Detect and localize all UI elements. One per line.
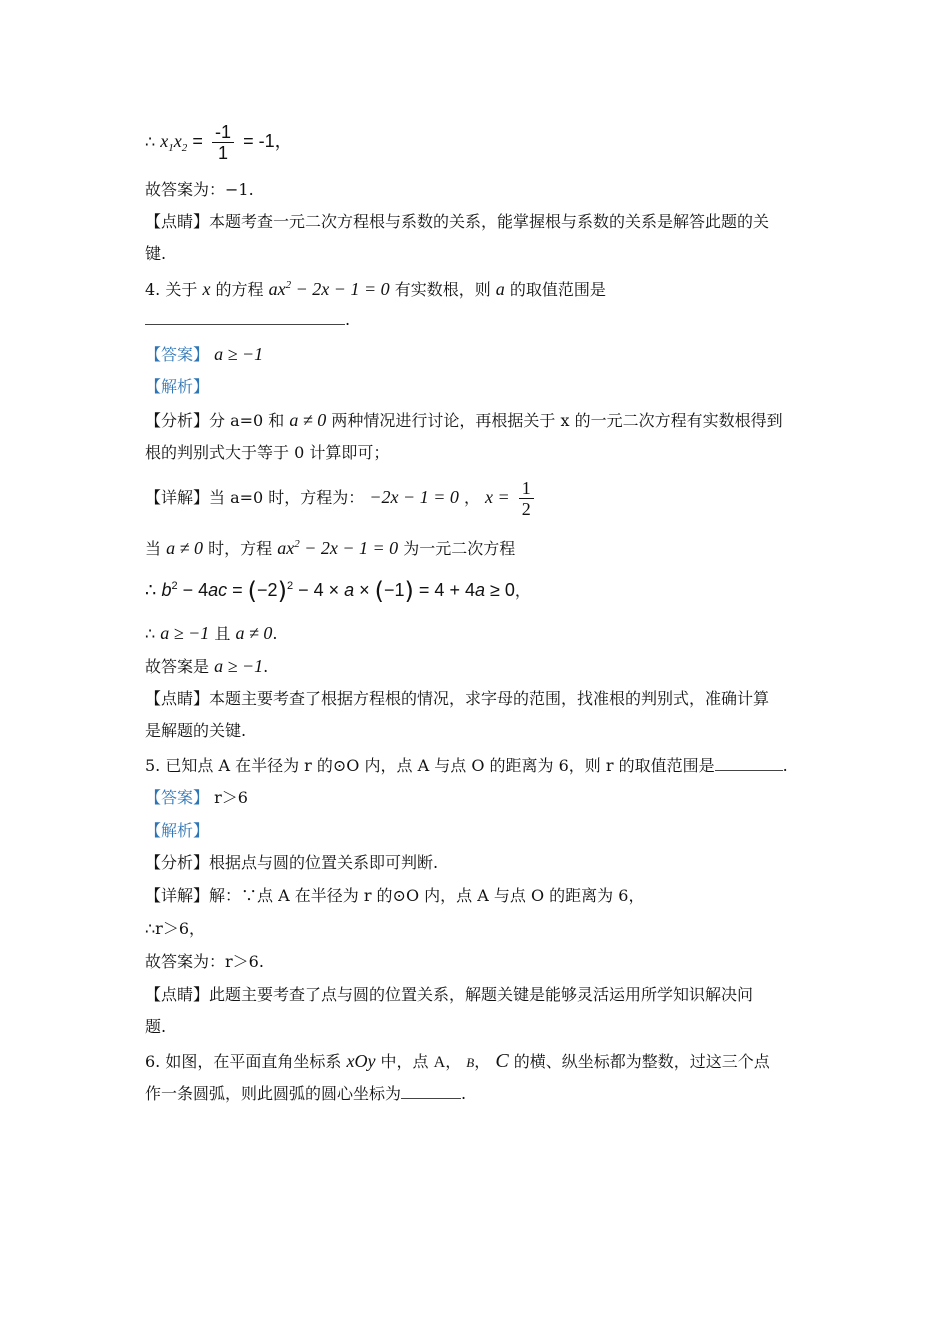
period: . <box>272 624 278 643</box>
period: . <box>782 756 788 775</box>
answer-blank <box>715 756 783 771</box>
line-product-of-roots <box>145 122 293 163</box>
question-4-text: 的方程 <box>215 280 264 299</box>
comma: ， <box>514 581 531 600</box>
comment-line-3b: 键. <box>145 244 167 263</box>
when-text: 当 <box>145 539 162 558</box>
conclusion-4-value: a ≥ −1 <box>214 656 264 676</box>
a-not-zero: a ≠ 0 <box>289 410 327 430</box>
analysis-4-line-1 <box>145 410 783 431</box>
x-equals: x = <box>485 487 510 507</box>
point-c: C <box>495 1050 509 1072</box>
half-numerator: 1 <box>519 478 534 499</box>
a-ge-minus-one: a ≥ −1 <box>160 623 210 643</box>
and-text: 且 <box>214 624 231 643</box>
question-6-line-2 <box>145 1084 466 1104</box>
equation-ax2-2x-1: $ax^2 - 2x - 1 = 0$ <box>268 279 390 299</box>
answer-blank <box>145 310 345 325</box>
conclusion-4 <box>145 656 268 677</box>
comment-line-3a: 【点睛】本题考查一元二次方程根与系数的关系，能掌握根与系数的关系是解答此题的关 <box>145 212 770 231</box>
conclusion-5: 故答案为：r＞6. <box>145 952 264 971</box>
fraction-denominator: 1 <box>217 143 228 163</box>
variable-x: x <box>202 279 211 299</box>
comment-4-line-1: 【点睛】本题主要考查了根据方程根的情况，求字母的范围，找准根的判别式，准确计算 <box>145 689 770 708</box>
question-6-text: 6. 如图，在平面直角坐标系 <box>145 1052 342 1071</box>
therefore-symbol: ∴ <box>145 132 156 151</box>
answer-5 <box>145 788 248 808</box>
question-4-blank-line <box>145 310 350 330</box>
condition-a-not-zero: a ≠ 0 <box>166 538 203 558</box>
question-6-text-3: 的横、纵坐标都为整数，过这三个点 <box>513 1052 770 1071</box>
question-4-text-2: 有实数根，则 <box>394 280 491 299</box>
x1x2-expression: $x_1x_2$ <box>160 131 188 154</box>
answer-blank <box>401 1084 461 1099</box>
therefore-line-4 <box>145 623 278 644</box>
result-minus-one: = -1， <box>243 131 293 151</box>
period: . <box>461 1084 467 1103</box>
question-5 <box>145 756 788 776</box>
analysis-5: 【分析】根据点与圆的位置关系即可判断. <box>145 853 439 872</box>
fraction-one-half <box>519 478 534 519</box>
fraction-minus-one-over-one <box>212 122 234 163</box>
point-a: A <box>433 1054 446 1071</box>
variable-a: a <box>495 279 505 299</box>
answer-tag: 【答案】 <box>145 788 210 807</box>
fraction-numerator: -1 <box>212 122 234 143</box>
equation-ax2-2x-1-b: $ax^2 - 2x - 1 = 0$ <box>277 538 399 558</box>
analysis-4-text: 【分析】分 a=0 和 <box>145 411 285 430</box>
question-4-number: 4. 关于 <box>145 280 198 299</box>
discriminant-expression: ∴ $b^2 - 4ac = (-2)^2 - 4 \times a \times (-1) = 4 + 4a \ge 0$ <box>145 577 515 605</box>
question-5-text: 5. 已知点 A 在半径为 r 的⊙O 内，点 A 与点 O 的距离为 6，则 r 的取值范围是 <box>145 756 715 775</box>
quadratic-text: 为一元二次方程 <box>403 539 516 558</box>
comment-5-line-1: 【点睛】此题主要考查了点与圆的位置关系，解题关键是能够灵活运用所学知识解决问 <box>145 985 754 1004</box>
question-6-line-1: 6. 如图，在平面直角坐标系 xOy 中，点 A， B， C 的横、纵坐标都为整数，过这三个点 <box>145 1050 770 1072</box>
point-b: B <box>466 1055 475 1070</box>
comma: ， <box>463 488 480 507</box>
equation-text: 时，方程 <box>208 539 273 558</box>
a-not-zero: a ≠ 0 <box>235 623 273 643</box>
detail-4-line-1 <box>145 478 538 519</box>
question-6-text-4: 作一条圆弧，则此圆弧的圆心坐标为 <box>145 1084 402 1103</box>
question-4 <box>145 279 606 300</box>
question-4-text-3: 的取值范围是 <box>509 280 606 299</box>
period: . <box>263 657 269 676</box>
therefore-symbol: ∴ <box>145 624 156 643</box>
half-denominator: 2 <box>521 499 531 519</box>
conclusion-4-text: 故答案是 <box>145 657 210 676</box>
answer-tag: 【答案】 <box>145 345 210 364</box>
question-6-text-2: 中，点 <box>380 1052 429 1071</box>
comment-5-line-2: 题. <box>145 1017 167 1036</box>
linear-equation: −2x − 1 = 0 <box>369 487 459 507</box>
detail-4-line-2 <box>145 538 515 559</box>
analysis-4-line-2: 根的判别式大于等于 0 计算即可； <box>145 443 390 462</box>
answer-4-value: a ≥ −1 <box>214 344 264 364</box>
period: . <box>345 310 351 329</box>
detail-5: 【详解】解：∵点 A 在半径为 r 的⊙O 内，点 A 与点 O 的距离为 6， <box>145 886 645 905</box>
answer-5-value: r＞6 <box>214 788 248 807</box>
analysis-4-text-2: 两种情况进行讨论，再根据关于 x 的一元二次方程有实数根得到 <box>331 411 783 430</box>
analysis-tag-5: 【解析】 <box>145 821 210 840</box>
answer-line-3: 故答案为：−1. <box>145 180 254 199</box>
discriminant-line <box>145 577 531 605</box>
coordinate-system-xoy: xOy <box>346 1051 376 1071</box>
equals-sign: = <box>192 131 203 151</box>
therefore-5: ∴r＞6， <box>145 919 206 938</box>
analysis-tag-4: 【解析】 <box>145 377 210 396</box>
comment-4-line-2: 是解题的关键. <box>145 721 247 740</box>
detail-4-text: 【详解】当 a=0 时，方程为： <box>145 488 365 507</box>
answer-4 <box>145 344 263 365</box>
